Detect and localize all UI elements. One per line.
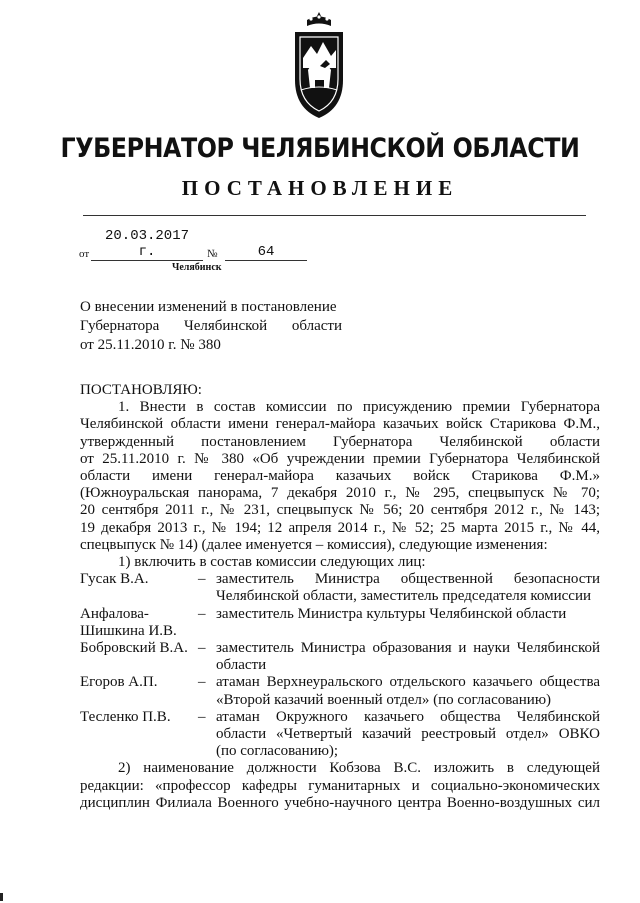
body-line: спецвыпуск № 14) (далее именуется – комиссия), следующие изменения: bbox=[80, 536, 548, 553]
body-line: области имени генерал-майора казачьих войск Старикова Ф.М.» bbox=[80, 468, 600, 485]
position-line: атаман Верхнеуральского отдельского казачьего общества bbox=[216, 674, 600, 691]
dash: – bbox=[198, 571, 206, 588]
subject-line: от 25.11.2010 г. № 380 bbox=[80, 337, 221, 353]
document-date: 20.03.2017 г. bbox=[91, 228, 203, 261]
members-list bbox=[80, 571, 600, 760]
dash: – bbox=[198, 674, 206, 691]
document-number: 64 bbox=[225, 244, 307, 261]
member-name: Гусак В.А. bbox=[80, 571, 149, 588]
position-line: заместитель Министра общественной безопасности bbox=[216, 571, 600, 588]
list-item bbox=[80, 640, 600, 674]
coat-of-arms-icon bbox=[289, 10, 349, 120]
member-position bbox=[216, 606, 600, 640]
member-name-line: Анфалова- bbox=[80, 605, 149, 622]
divider bbox=[83, 215, 586, 216]
body-line: дисциплин Филиала Военного учебно-научного центра Военно-воздушных сил bbox=[80, 794, 600, 811]
dash: – bbox=[198, 708, 206, 725]
resolve-heading: ПОСТАНОВЛЯЮ: bbox=[80, 382, 202, 398]
member-name: Бобровский В.А. bbox=[80, 640, 188, 657]
document-subject bbox=[80, 298, 342, 355]
position-line: «Второй казачий военный отдел» (по согласованию) bbox=[216, 691, 552, 708]
date-label: от bbox=[79, 248, 90, 260]
list-item bbox=[80, 606, 600, 640]
page-title: ГУБЕРНАТОР ЧЕЛЯБИНСКОЙ ОБЛАСТИ bbox=[60, 133, 580, 164]
member-position bbox=[216, 674, 600, 708]
position-line: атаман Окружного казачьего общества Челябинской bbox=[216, 708, 600, 725]
body-line: редакции: «профессор кафедры гуманитарных и социально-экономических bbox=[80, 777, 600, 794]
city-label: Челябинск bbox=[172, 262, 222, 273]
list-item bbox=[80, 674, 600, 708]
body-line: 19 декабря 2013 г., № 194; 12 апреля 2014 г., № 52; 25 марта 2015 г., № 44, bbox=[80, 519, 600, 536]
body-line: (Южноуральская панорама, 7 декабря 2010 г., № 295, спецвыпуск № 70; bbox=[80, 485, 600, 502]
member-position bbox=[216, 571, 600, 605]
body-line: от 25.11.2010 г. № 380 «Об учреждении премии Губернатора Челябинской bbox=[80, 450, 600, 467]
subject-line: Губернатора Челябинской области bbox=[80, 318, 342, 334]
list-item bbox=[80, 571, 600, 605]
dash: – bbox=[198, 640, 206, 657]
scan-edge-mark bbox=[0, 893, 3, 901]
member-name: Тесленко П.В. bbox=[80, 708, 171, 725]
list-item bbox=[80, 709, 600, 761]
number-label: № bbox=[207, 248, 218, 260]
body-line: 1) включить в состав комиссии следующих лиц: bbox=[118, 554, 426, 571]
document-body bbox=[80, 382, 600, 812]
document-meta bbox=[79, 228, 379, 264]
document-type: ПОСТАНОВЛЕНИЕ bbox=[181, 176, 459, 200]
position-line: заместитель Министра образования и науки Челябинской bbox=[216, 640, 600, 657]
position-line: области «Четвертый казачий реестровый отдел» ОВКО bbox=[216, 726, 600, 743]
body-line: Челябинской области имени генерал-майора казачьих войск Старикова Ф.М., bbox=[80, 416, 600, 433]
position-line: (по согласованию); bbox=[216, 743, 339, 760]
body-line: утвержденный постановлением Губернатора Челябинской области bbox=[80, 433, 600, 450]
member-name-line: Шишкина И.В. bbox=[80, 622, 177, 639]
position-line: заместитель Министра культуры Челябинской области bbox=[216, 605, 567, 622]
member-position bbox=[216, 640, 600, 674]
body-line: 1. Внести в состав комиссии по присуждению премии Губернатора bbox=[118, 399, 600, 416]
position-line: Челябинской области, заместитель председателя комиссии bbox=[216, 588, 592, 605]
dash: – bbox=[198, 605, 206, 622]
body-line: 20 сентября 2011 г., № 231, спецвыпуск № 56; 20 сентября 2012 г., № 143; bbox=[80, 502, 600, 519]
member-name bbox=[80, 606, 198, 640]
body-line: 2) наименование должности Кобзова В.С. изложить в следующей bbox=[118, 760, 600, 777]
position-line: области bbox=[216, 657, 267, 674]
member-name: Егоров А.П. bbox=[80, 674, 158, 691]
member-position bbox=[216, 709, 600, 761]
subject-line: О внесении изменений в постановление bbox=[80, 299, 337, 315]
